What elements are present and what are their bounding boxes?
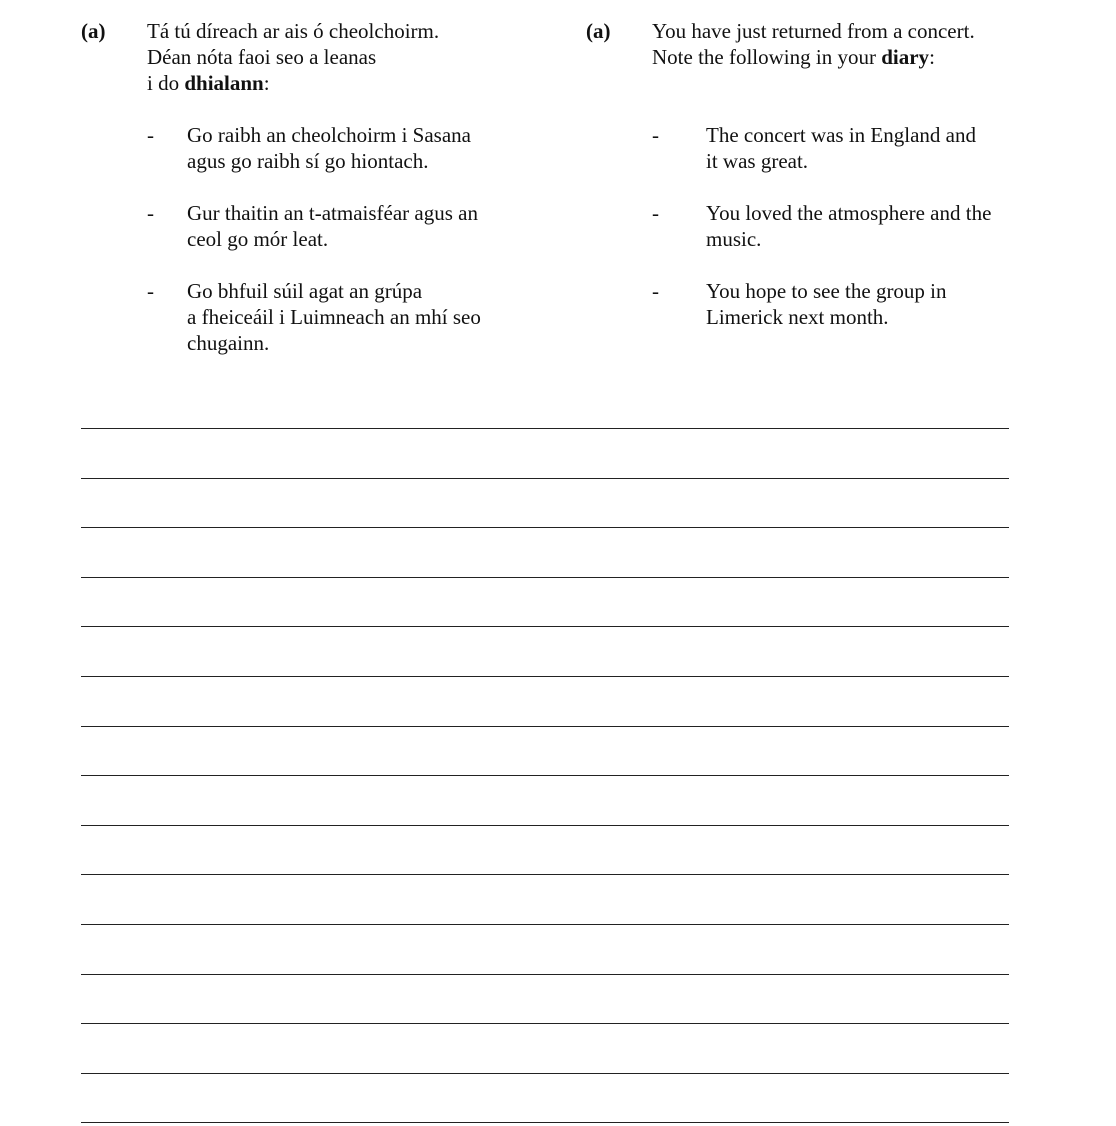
bullet-line: The concert was in England and (706, 123, 976, 147)
bullet-line: a fheiceáil i Luimneach an mhí seo (187, 305, 481, 329)
bullet-line: You loved the atmosphere and the (706, 201, 992, 225)
bullet-dash: - (147, 123, 154, 147)
bullet-dash: - (652, 201, 659, 225)
english-intro-colon: : (929, 45, 935, 69)
answer-line[interactable] (81, 1023, 1009, 1024)
bullet-line: agus go raibh sí go hiontach. (187, 149, 429, 173)
bullet-line: chugainn. (187, 331, 270, 355)
bullet-dash: - (147, 279, 154, 303)
english-intro-line (652, 44, 1072, 70)
english-bullet-list (652, 122, 1072, 356)
bullet-line: music. (706, 227, 762, 251)
answer-line[interactable] (81, 527, 1009, 528)
irish-intro (147, 18, 547, 96)
bullet-text (706, 200, 1026, 252)
irish-intro-line: Déan nóta faoi seo a leanas (147, 45, 377, 69)
list-item (652, 200, 1072, 252)
irish-intro-bold: dhialann (184, 71, 264, 95)
bullet-line: Go raibh an cheolchoirm i Sasana (187, 123, 471, 147)
answer-line[interactable] (81, 874, 1009, 875)
bullet-line: Go bhfuil súil agat an grúpa (187, 279, 423, 303)
english-intro-line: You have just returned from a concert. (652, 19, 975, 43)
answer-line[interactable] (81, 974, 1009, 975)
bullet-line: Limerick next month. (706, 305, 889, 329)
answer-line[interactable] (81, 924, 1009, 925)
list-item (147, 200, 567, 252)
answer-line[interactable] (81, 676, 1009, 677)
answer-line[interactable] (81, 577, 1009, 578)
bullet-text (187, 200, 567, 252)
answer-line[interactable] (81, 1073, 1009, 1074)
bullet-text (187, 278, 567, 356)
answer-line[interactable] (81, 825, 1009, 826)
question-label: (a) (81, 19, 106, 43)
answer-line[interactable] (81, 626, 1009, 627)
english-intro-text: Note the following in your (652, 45, 882, 69)
list-item (147, 122, 567, 174)
bullet-line: it was great. (706, 149, 809, 173)
list-item (147, 278, 567, 356)
bullet-dash: - (652, 279, 659, 303)
irish-intro-line: Tá tú díreach ar ais ó cheolchoirm. (147, 19, 440, 43)
answer-line[interactable] (81, 428, 1009, 429)
list-item (652, 278, 1072, 330)
bullet-dash: - (652, 123, 659, 147)
answer-line[interactable] (81, 775, 1009, 776)
bullet-text (706, 122, 1026, 174)
irish-intro-text: i do (147, 71, 185, 95)
irish-intro-colon: : (263, 71, 270, 95)
answer-line[interactable] (81, 1122, 1009, 1123)
answer-line[interactable] (81, 478, 1009, 479)
bullet-text (187, 122, 567, 174)
list-item (652, 122, 1072, 174)
irish-bullet-list (147, 122, 567, 382)
bullet-text (706, 278, 1026, 330)
irish-intro-line (147, 70, 547, 96)
bullet-line: ceol go mór leat. (187, 227, 329, 251)
bullet-line: You hope to see the group in (706, 279, 947, 303)
english-intro (652, 18, 1072, 70)
bullet-dash: - (147, 201, 154, 225)
english-intro-bold: diary (881, 45, 930, 69)
answer-line[interactable] (81, 726, 1009, 727)
question-label: (a) (586, 19, 611, 43)
bullet-line: Gur thaitin an t-atmaisféar agus an (187, 201, 478, 225)
